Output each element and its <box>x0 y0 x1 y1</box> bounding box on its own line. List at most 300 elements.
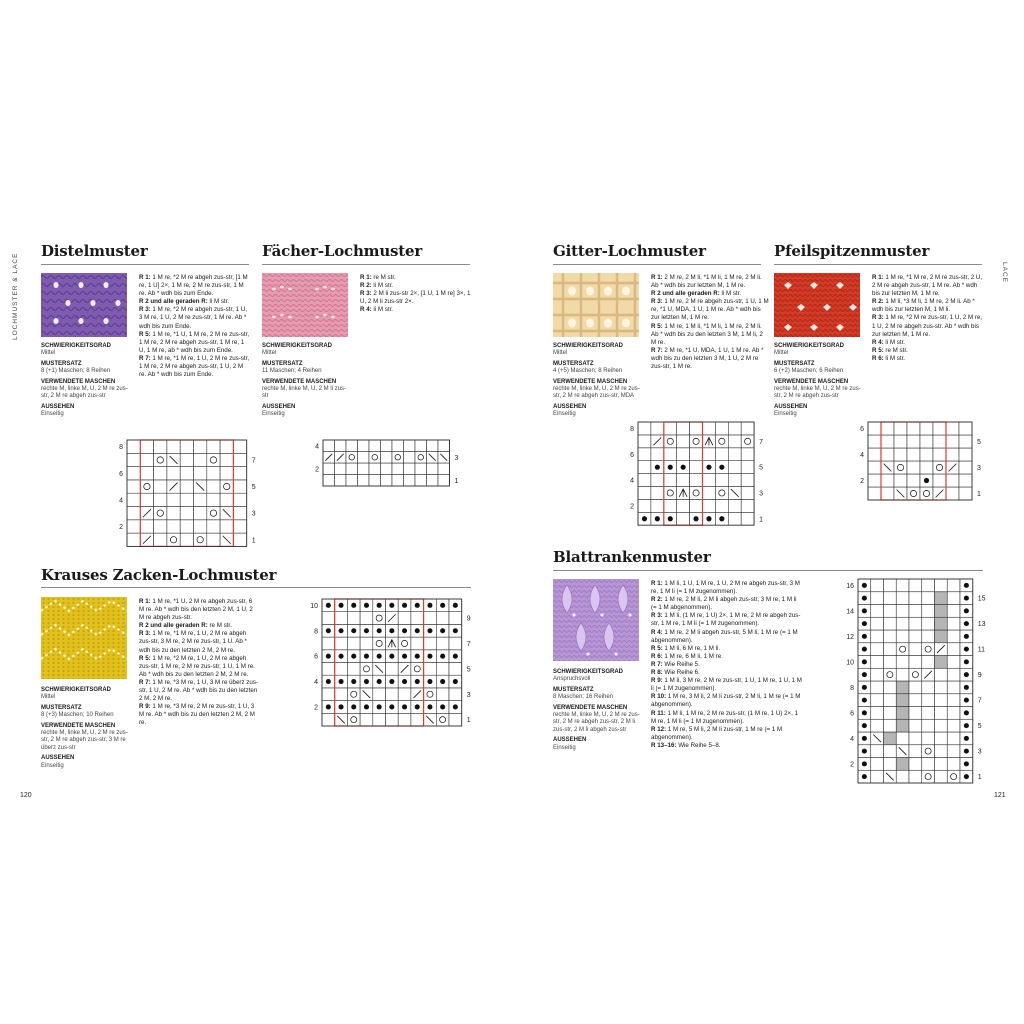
chart-cell <box>690 461 703 474</box>
row-text: 2 M li zus-str 2×, [1 U, 1 M re] 3×, 1 U, 2 M li zus-str 2×. <box>360 290 471 306</box>
row-text: li M str. <box>883 354 906 362</box>
chart-cell <box>207 493 220 506</box>
row-number-odd: 3 <box>759 490 764 498</box>
chart-cell <box>140 520 153 533</box>
chart-cell <box>323 440 335 452</box>
chart-cell <box>947 770 960 783</box>
chart-cell <box>180 533 193 546</box>
chart-cell <box>728 435 741 448</box>
chart-cell <box>909 643 922 656</box>
purl-symbol <box>706 465 711 470</box>
row-number-even: 2 <box>119 523 123 531</box>
chart-cell <box>220 467 233 480</box>
chart-cell <box>947 719 960 732</box>
instructions-pfeil <box>872 274 984 363</box>
difficulty-label: SCHWIERIGKEITSGRAD <box>553 343 624 349</box>
chart-cell <box>415 463 427 475</box>
chart-cell <box>335 463 347 475</box>
row-number-odd: 7 <box>251 457 256 465</box>
row-key: R 1: <box>872 274 884 281</box>
purl-symbol <box>389 654 394 659</box>
chart-cell <box>947 758 960 771</box>
row-key: R 10: <box>651 693 667 701</box>
pattern-title-gitter: Gitter-Lochmuster <box>553 242 706 260</box>
chart-cell <box>947 668 960 681</box>
row-key: R 7: <box>651 346 663 354</box>
row-text: 1 M re, *1 M re, 1 U, 2 M re zus-str, 1 M re, 2 M re abgeh zus-str, 1 U, 2 M re. Ab * wdh bis zum Ende. <box>139 354 250 379</box>
row-number-even: 10 <box>310 602 318 610</box>
purl-symbol <box>440 603 445 608</box>
chart-cell <box>638 474 651 487</box>
chart-cell <box>207 480 220 493</box>
chart-cell <box>322 713 335 726</box>
instruction-row <box>651 726 803 742</box>
row-text: li M str. <box>207 298 230 306</box>
row-text: li M str. <box>371 282 394 290</box>
chart-cell <box>690 435 703 448</box>
chart-cell <box>920 422 933 435</box>
purl-symbol <box>326 679 331 684</box>
purl-symbol <box>427 603 432 608</box>
chart-cell <box>677 474 690 487</box>
chart-cell <box>360 612 373 625</box>
row-text: 1 M re, *2 M re abgeh zus-str, 1 U, 3 M re, 1 U, 2 M re zus-str, 1 M re. Ab * wdh bis zum Ende. <box>139 306 247 330</box>
row-text: re M str. <box>371 274 396 281</box>
purl-symbol <box>453 628 458 633</box>
row-text: 1 M re, *2 M re, 1 U, 2 M re abgeh zus-str, 1 M re, 2 M re zus-str, 1 U, 1 M re. Ab * wdh bis zu den letzten 2 M, 2 M re. <box>139 654 255 678</box>
chart-cell <box>894 474 907 487</box>
row-text: 1 M li, *3 M li, 1 M re, 2 M li. Ab * wdh bis zur letzten M, 1 M li. <box>872 298 975 314</box>
chart-cell <box>896 643 909 656</box>
repeat-label: MUSTERSATZ <box>553 360 594 367</box>
chart-cell <box>868 474 881 487</box>
side-label-right: LACE <box>1001 262 1008 283</box>
chart-cell <box>638 422 651 435</box>
instruction-row <box>872 339 984 347</box>
row-key: R 6: <box>651 652 663 660</box>
chart-cell <box>884 630 897 643</box>
row-number-odd: 3 <box>251 510 256 518</box>
instruction-row <box>651 677 803 693</box>
look-label: AUSSEHEN <box>774 403 808 410</box>
purl-symbol <box>351 628 356 633</box>
chart-cell <box>127 453 140 466</box>
chart-cell <box>703 422 716 435</box>
row-text: re M str. <box>207 622 232 630</box>
chart-cell <box>909 668 922 681</box>
chart-cell <box>427 475 439 487</box>
chart-cell <box>404 452 416 464</box>
chart-cell <box>664 487 677 500</box>
chart-cell <box>907 474 920 487</box>
row-number-odd: 5 <box>251 484 256 492</box>
chart-cell <box>909 719 922 732</box>
purl-symbol <box>964 608 969 613</box>
purl-symbol <box>862 621 867 626</box>
chart-cell <box>415 452 427 464</box>
look-value: Einseitig <box>41 411 64 418</box>
purl-symbol <box>326 654 331 659</box>
chart-cell <box>728 448 741 461</box>
chart-cell <box>922 694 935 707</box>
chart-cell <box>167 507 180 520</box>
row-text: 1 M re, 2 M re abgeh zus-str, 1 U, 1 M re, *1 U, MDA, 1 U, 1 M re. Ab * wdh bis zur letzten M, 1 M re. <box>651 298 769 322</box>
swatch-gitter <box>553 273 639 337</box>
chart-cell <box>868 435 881 448</box>
chart-cell <box>664 422 677 435</box>
chart-cell <box>884 732 897 745</box>
chart-cell <box>233 453 246 466</box>
chart-cell <box>127 480 140 493</box>
chart-cell <box>233 440 246 453</box>
row-number-odd: 1 <box>251 537 256 545</box>
chart-cell <box>427 463 439 475</box>
stitches-label: VERWENDETE MASCHEN <box>553 378 628 385</box>
row-key: R 1: <box>651 580 663 587</box>
row-text: 2 M re, *1 U, MDA, 1 U, 1 M re. Ab * wdh bis zu den letzten 3 M, 1 U, 2 M re zus-str, 1 M re. <box>651 346 764 371</box>
chart-cell <box>335 637 348 650</box>
chart-cell <box>233 480 246 493</box>
purl-symbol <box>862 685 867 690</box>
purl-symbol <box>339 603 344 608</box>
chart-cell <box>346 463 358 475</box>
chart-cell <box>909 592 922 605</box>
chart-cell <box>664 499 677 512</box>
chart-cell <box>386 713 399 726</box>
instruction-row <box>139 274 251 298</box>
purl-symbol <box>351 654 356 659</box>
row-key: R 9: <box>139 703 151 711</box>
chart-cell <box>909 770 922 783</box>
row-key: R 5: <box>651 644 663 652</box>
row-number-odd: 13 <box>977 621 986 629</box>
chart-cell <box>690 448 703 461</box>
chart-cell <box>436 663 449 676</box>
chart-cell <box>894 461 907 474</box>
purl-symbol <box>862 596 867 601</box>
chart-cell <box>703 487 716 500</box>
chart-cell <box>947 630 960 643</box>
purl-symbol <box>862 647 867 652</box>
chart-cell <box>346 475 358 487</box>
purl-symbol <box>440 654 445 659</box>
purl-symbol <box>964 774 969 779</box>
row-key: R 2: <box>360 282 372 290</box>
purl-symbol <box>440 628 445 633</box>
purl-symbol <box>402 628 407 633</box>
purl-symbol <box>681 465 686 470</box>
chart-cell <box>868 448 881 461</box>
chart-cell <box>884 656 897 669</box>
row-number-odd: 5 <box>977 439 981 446</box>
chart-cell <box>909 694 922 707</box>
purl-symbol <box>415 603 420 608</box>
purl-symbol <box>862 634 867 639</box>
instruction-row <box>139 622 259 630</box>
chart-cell <box>946 448 959 461</box>
chart-cell <box>381 452 393 464</box>
swatch-blatt <box>553 579 639 661</box>
purl-symbol <box>377 603 382 608</box>
instruction-row <box>651 347 769 371</box>
chart-cell <box>335 663 348 676</box>
chart-cell <box>922 758 935 771</box>
instruction-row <box>139 655 259 679</box>
chart-cell <box>884 579 897 592</box>
purl-symbol <box>862 774 867 779</box>
chart-cell <box>935 579 948 592</box>
instruction-row <box>651 710 803 726</box>
chart-cell <box>935 668 948 681</box>
repeat-label: MUSTERSATZ <box>262 360 303 367</box>
chart-cell <box>947 694 960 707</box>
purl-symbol <box>402 603 407 608</box>
chart-cell <box>386 663 399 676</box>
chart-cell <box>884 617 897 630</box>
chart-cell <box>323 475 335 487</box>
chart-cell <box>922 656 935 669</box>
chart-cell <box>881 422 894 435</box>
chart-cell <box>922 630 935 643</box>
chart-cell <box>907 435 920 448</box>
row-text: 1 M re, 5 M li, 2 M li zus-str, 1 M re (= 1 M abgenommen). <box>651 725 783 741</box>
chart-cell <box>922 605 935 618</box>
instruction-row <box>651 629 803 645</box>
stitches-label: VERWENDETE MASCHEN <box>553 704 628 711</box>
row-number-even: 4 <box>315 443 319 451</box>
chart-cell <box>881 435 894 448</box>
chart-cell <box>881 474 894 487</box>
row-text: 1 M re, *1 M re, 1 U, 2 M re abgeh zus-str, 3 M re, 2 M re zus-str, 1 U. Ab * wdh bis zu den letzten 2 M, 2 M re. <box>139 630 247 654</box>
meta-pfeil <box>774 343 864 419</box>
stitches-value: rechte M, linke M, U, 2 M re zus-str, 2 M re abgeh zus-str <box>774 386 861 400</box>
row-number-even: 2 <box>860 478 864 485</box>
chart-cell <box>909 656 922 669</box>
purl-symbol <box>862 698 867 703</box>
difficulty-value: Mittel <box>41 350 56 357</box>
chart-cell <box>335 475 347 487</box>
chart-cell <box>322 663 335 676</box>
instruction-row <box>360 282 472 290</box>
chart-cell <box>358 463 370 475</box>
chart-cell <box>715 499 728 512</box>
row-number-odd: 9 <box>466 615 471 623</box>
chart-cell <box>154 507 167 520</box>
purl-symbol <box>693 516 698 521</box>
chart-cell <box>346 440 358 452</box>
purl-symbol <box>377 654 382 659</box>
row-number-even: 8 <box>630 425 634 433</box>
instruction-row <box>139 306 251 330</box>
page-number-left: 120 <box>20 792 32 799</box>
row-key: R 11: <box>651 709 666 717</box>
chart-cell <box>896 592 909 605</box>
row-text: 1 M re, *1 U, 2 M re abgeh zus-str, 6 M re. Ab * wdh bis den letzten 2 M, 1 U, 2 M re abgeh zus-str. <box>139 598 253 622</box>
repeat-value: 11 Maschen; 4 Reihen <box>262 368 322 375</box>
chart-cell <box>140 493 153 506</box>
chart-cell <box>347 612 360 625</box>
chart-cell <box>909 732 922 745</box>
row-key: R 12: <box>651 725 667 733</box>
look-label: AUSSEHEN <box>262 403 296 410</box>
chart-cell <box>360 713 373 726</box>
row-text: li M str. <box>719 290 742 298</box>
chart-gitter <box>624 420 768 526</box>
chart-cell <box>360 663 373 676</box>
row-number-odd: 9 <box>977 672 982 680</box>
look-label: AUSSEHEN <box>553 737 587 744</box>
chart-cell <box>180 507 193 520</box>
chart-cell <box>335 688 348 701</box>
chart-cell <box>436 688 449 701</box>
chart-cell <box>638 461 651 474</box>
purl-symbol <box>415 679 420 684</box>
chart-cell <box>194 440 207 453</box>
chart-cell <box>922 681 935 694</box>
chart-pfeil <box>852 420 982 502</box>
chart-cell <box>894 435 907 448</box>
row-number-even: 8 <box>119 444 123 452</box>
purl-symbol <box>964 583 969 588</box>
row-text: 1 M re, *3 M re, 1 U, 3 M re überz zus-str, 1 U, 2 M re. Ab * wdh bis zu den letzten 2 M, 2 M re. <box>139 678 258 703</box>
chart-cell <box>220 480 233 493</box>
row-key: R 8: <box>651 669 663 677</box>
chart-cell <box>180 453 193 466</box>
chart-cell <box>728 512 741 525</box>
row-number-even: 6 <box>630 451 634 459</box>
chart-cell <box>935 707 948 720</box>
purl-symbol <box>924 478 929 483</box>
chart-cell <box>741 474 754 487</box>
row-key: R 3: <box>360 290 372 298</box>
row-key: R 3: <box>651 298 663 306</box>
row-key: R 2: <box>651 596 663 604</box>
row-number-even: 4 <box>850 735 854 743</box>
row-text: li M str. <box>883 338 906 346</box>
row-key: R 4: <box>872 338 884 346</box>
chart-cell <box>909 630 922 643</box>
row-text: 1 M re, *2 M re abgeh zus-str, [1 M re, 1 U] 2×, 1 M re, 2 M re zus-str, 1 M re. Ab * wdh bis zum Ende. <box>139 274 248 298</box>
chart-cell <box>884 745 897 758</box>
purl-symbol <box>453 704 458 709</box>
row-number-even: 14 <box>846 608 854 616</box>
chart-cell <box>868 487 881 500</box>
purl-symbol <box>964 723 969 728</box>
chart-cell <box>180 493 193 506</box>
chart-cell <box>154 467 167 480</box>
instruction-row <box>139 630 259 654</box>
stitches-value: rechte M, linke M, U, 2 M re zus-str, 2 M re abgeh zus-str, 3 M re überz zus-str <box>41 730 128 751</box>
chart-blatt <box>838 577 984 785</box>
chart-cell <box>896 668 909 681</box>
purl-symbol <box>862 736 867 741</box>
chart-cell <box>411 713 424 726</box>
row-number-odd: 1 <box>759 516 764 524</box>
row-key: R 4: <box>651 628 663 636</box>
chart-cell <box>728 461 741 474</box>
stitches-label: VERWENDETE MASCHEN <box>41 722 116 729</box>
chart-cell <box>140 440 153 453</box>
title-rule <box>41 264 249 265</box>
chart-cell <box>947 732 960 745</box>
difficulty-value: Mittel <box>774 350 789 357</box>
chart-cell <box>896 605 909 618</box>
chart-cell <box>896 770 909 783</box>
purl-symbol <box>364 704 369 709</box>
chart-cell <box>909 707 922 720</box>
row-text: Wie Reihe 5. <box>662 660 700 668</box>
purl-symbol <box>351 679 356 684</box>
purl-symbol <box>862 583 867 588</box>
purl-symbol <box>326 628 331 633</box>
chart-cell <box>922 592 935 605</box>
row-key: R 1: <box>139 274 151 281</box>
chart-cell <box>154 520 167 533</box>
chart-cell <box>884 605 897 618</box>
chart-cell <box>933 461 946 474</box>
chart-cell <box>896 656 909 669</box>
purl-symbol <box>964 710 969 715</box>
chart-cell <box>935 732 948 745</box>
chart-cell <box>935 605 948 618</box>
chart-cell <box>920 435 933 448</box>
chart-cell <box>946 435 959 448</box>
swatch-pfeil <box>774 273 860 337</box>
stitches-label: VERWENDETE MASCHEN <box>41 378 116 385</box>
chart-cell <box>207 533 220 546</box>
chart-cell <box>449 612 462 625</box>
purl-symbol <box>427 654 432 659</box>
chart-cell <box>651 448 664 461</box>
look-value: Einseitig <box>553 411 576 418</box>
repeat-label: MUSTERSATZ <box>41 704 82 711</box>
purl-symbol <box>440 679 445 684</box>
chart-cell <box>935 617 948 630</box>
purl-symbol <box>655 465 660 470</box>
chart-cell <box>907 448 920 461</box>
swatch-zacken <box>41 597 127 679</box>
row-text: 2 M re, 2 M li, *1 M li, 1 M re, 2 M li. Ab * wdh bis zur letzten M, 1 M re. <box>651 274 762 290</box>
chart-cell <box>154 453 167 466</box>
chart-cell <box>741 448 754 461</box>
purl-symbol <box>719 465 724 470</box>
chart-cell <box>884 719 897 732</box>
chart-cell <box>884 681 897 694</box>
instructions-faecher <box>360 274 472 314</box>
chart-cell <box>392 475 404 487</box>
purl-symbol <box>668 516 673 521</box>
purl-symbol <box>326 603 331 608</box>
row-number-odd: 11 <box>977 646 986 654</box>
title-rule <box>553 570 983 571</box>
row-number-odd: 5 <box>759 464 764 472</box>
chart-cell <box>959 422 972 435</box>
row-number-even: 2 <box>314 704 318 712</box>
chart-cell <box>358 440 370 452</box>
chart-cell <box>373 637 386 650</box>
chart-cell <box>741 461 754 474</box>
chart-cell <box>180 440 193 453</box>
instruction-row <box>872 298 984 314</box>
row-key: R 5: <box>139 654 151 662</box>
chart-cell <box>127 493 140 506</box>
chart-cell <box>909 605 922 618</box>
row-key: R 5: <box>651 322 663 330</box>
pattern-title-faecher: Fächer-Lochmuster <box>262 242 423 260</box>
purl-symbol <box>440 704 445 709</box>
chart-cell <box>194 493 207 506</box>
row-number-even: 6 <box>860 426 864 433</box>
